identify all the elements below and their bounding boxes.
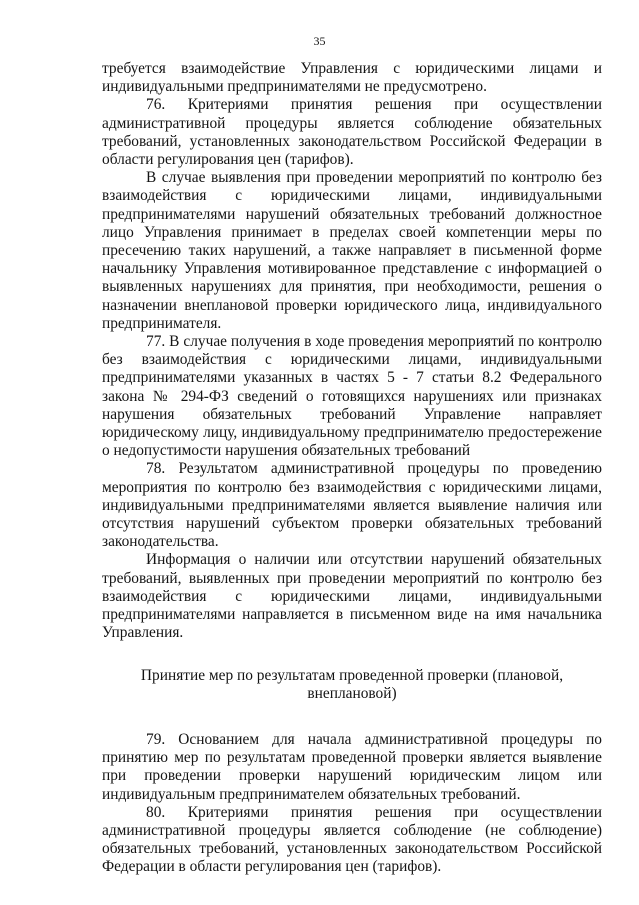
page-number: 35 [313, 34, 326, 48]
paragraph-continuation: требуется взаимодействие Управления с юридическими лицами и индивидуальными предпринимателями не предусмотрено. [102, 60, 602, 96]
paragraph-76: 76. Критериями принятия решения при осуществлении административной процедуры является соблюдение обязательных требований, установленных законодательством Российской Федерации в области регулирования цен (тарифов). [102, 96, 602, 169]
paragraph-79: 79. Основанием для начала административной процедуры по принятию мер по результатам проведенной проверки является выявление при проведении проверки нарушений юридическим лицом или индивидуальным предпринимателем обязательных требований. [102, 730, 602, 803]
paragraph-violation-detection: В случае выявления при проведении мероприятий по контролю без взаимодействия с юридическими лицами, индивидуальными предпринимателями нарушений обязательных требований должностное лицо Управления принимает в пределах своей компетенции меры по пресечению таких нарушений, а также направляет в письменной форме начальнику Управления мотивированное представление с информацией о выявленных нарушениях для принятия, при необходимости, решения о назначении внеплановой проверки юридического лица, индивидуального предпринимателя. [102, 169, 602, 332]
paragraph-information: Информация о наличии или отсутствии нарушений обязательных требований, выявленных при проведении мероприятий по контролю без взаимодействия с юридическими лицами, индивидуальными предпринимателями направляется в письменном виде на имя начальника Управления. [102, 551, 602, 642]
paragraph-78: 78. Результатом административной процедуры по проведению мероприятия по контролю без взаимодействия с юридическими лицами, индивидуальными предпринимателями является выявление наличия или отсутствия нарушений субъектом проверки обязательных требований законодательства. [102, 460, 602, 551]
document-body [102, 60, 602, 877]
section-heading: Принятие мер по результатам проведенной проверки (плановой, внеплановой) [140, 666, 564, 702]
paragraph-77: 77. В случае получения в ходе проведения мероприятий по контролю без взаимодействия с юридическими лицами, индивидуальными предпринимателями указанных в частях 5 - 7 статьи 8.2 Федерального закона № 294-ФЗ сведений о готовящихся нарушениях или признаках нарушения обязательных требований Управление направляет юридическому лицу, индивидуальному предпринимателю предостережение о недопустимости нарушения обязательных требований [102, 333, 602, 460]
paragraph-80: 80. Критериями принятия решения при осуществлении административной процедуры является соблюдение (не соблюдение) обязательных требований, установленных законодательством Российской Федерации в области регулирования цен (тарифов). [102, 803, 602, 876]
